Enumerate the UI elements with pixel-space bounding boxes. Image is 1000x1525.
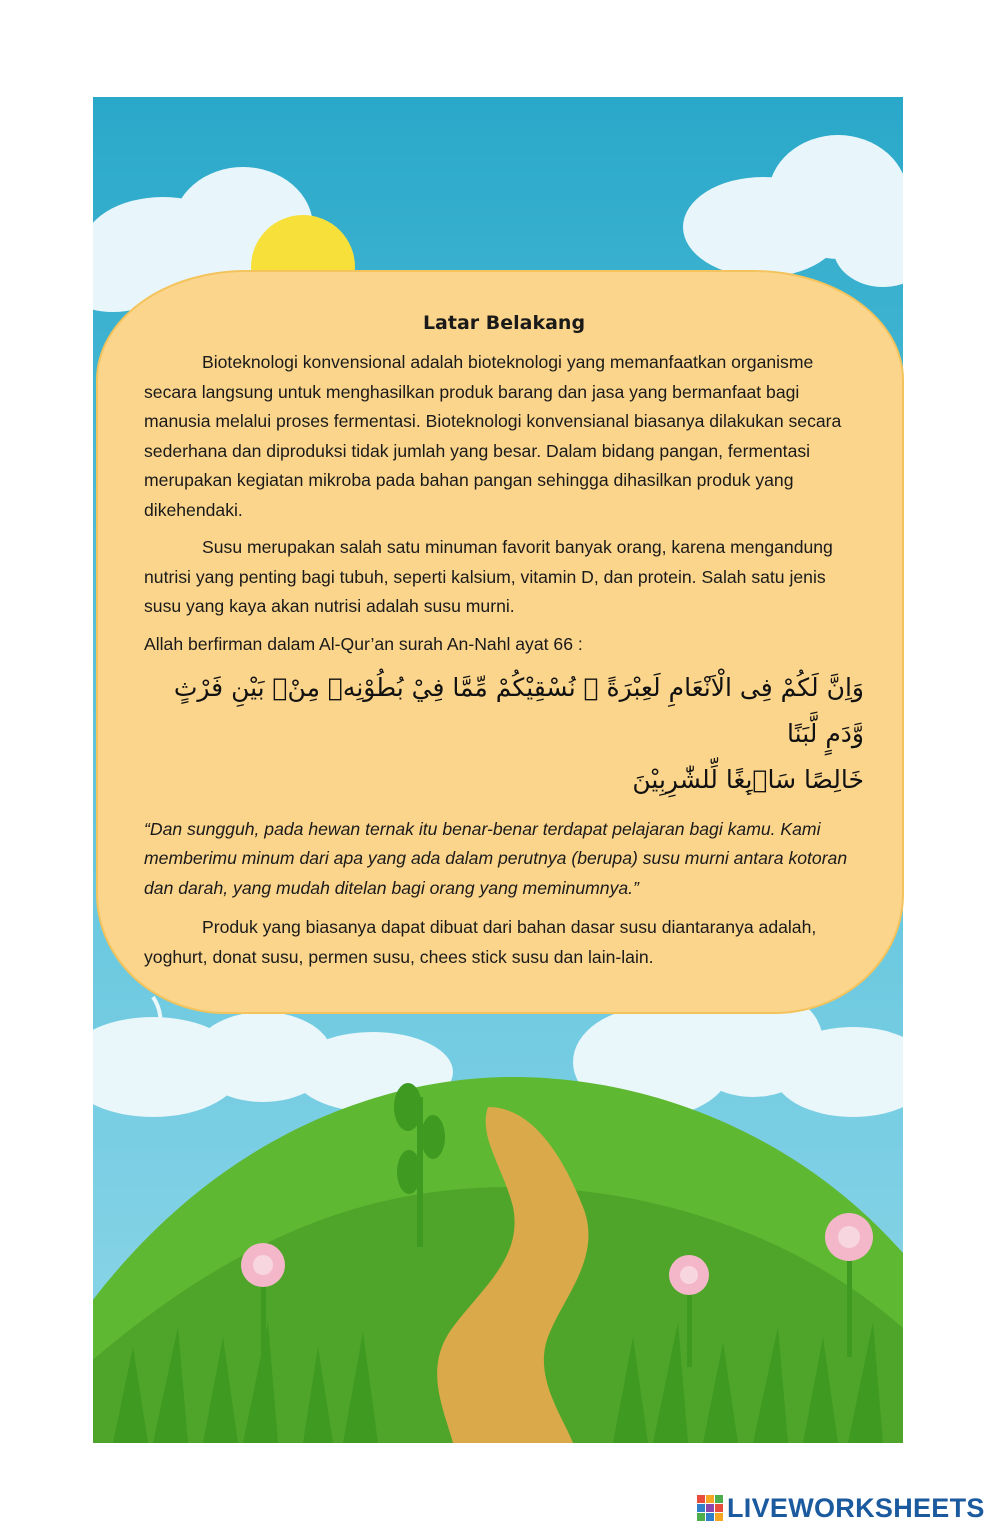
arabic-verse-line-1: وَاِنَّ لَكُمْ فِى الْاَنْعَامِ لَعِبْرَةً ۗ نُسْقِيْكُمْ مِّمَّا فِيْ بُطُوْنِهٖ مِنْۢ بَيْنِ فَرْثٍ وَّدَمٍ لَّبَنًا (173, 672, 864, 748)
liveworksheets-wordmark: LIVEWORKSHEETS (727, 1492, 985, 1523)
content-card (96, 270, 904, 1014)
verse-translation: “Dan sungguh, pada hewan ternak itu benar-benar terdapat pelajaran bagi kamu. Kami memberimu minum dari apa yang ada dalam perutnya (berupa) susu murni antara kotoran dan darah, yang mudah ditelan bagi orang yang meminumnya.” (144, 818, 848, 898)
section-title: Latar Belakang (422, 312, 586, 334)
paragraph-conventional-biotech: Bioteknologi konvensional adalah bioteknologi yang memanfaatkan organisme secara langsung untuk menghasilkan produk barang dan jasa yang bermanfaat bagi manusia melalui proses fermentasi. Bioteknologi konvensianal biasanya dilakukan secara sederhana dan diproduksi tidak jumlah yang besar. Dalam bidang pangan, fermentasi merupakan kegiatan mikroba pada bahan pangan sehingga dihasilkan produk yang dikehendaki. (144, 352, 842, 520)
arabic-verse-line-2: خَالِصًا سَاۤىِٕغًا لِّلشّٰرِبِيْنَ (632, 764, 864, 794)
liveworksheets-logo-icon (697, 1495, 723, 1521)
top-right-cloud (683, 135, 903, 287)
liveworksheets-brand[interactable] (697, 1491, 985, 1525)
paragraph-milk: Susu merupakan salah satu minuman favorit banyak orang, karena mengandung nutrisi yang penting bagi tubuh, seperti kalsium, vitamin D, dan protein. Salah satu jenis susu yang kaya akan nutrisi adalah susu murni. (144, 537, 833, 616)
verse-intro: Allah berfirman dalam Al-Qur’an surah An-Nahl ayat 66 : (144, 633, 583, 654)
paragraph-milk-products: Produk yang biasanya dapat dibuat dari bahan dasar susu diantaranya adalah, yoghurt, donat susu, permen susu, chees stick susu dan lain-lain. (144, 917, 817, 967)
content-card-body (144, 312, 864, 980)
arabic-verse (144, 665, 864, 803)
